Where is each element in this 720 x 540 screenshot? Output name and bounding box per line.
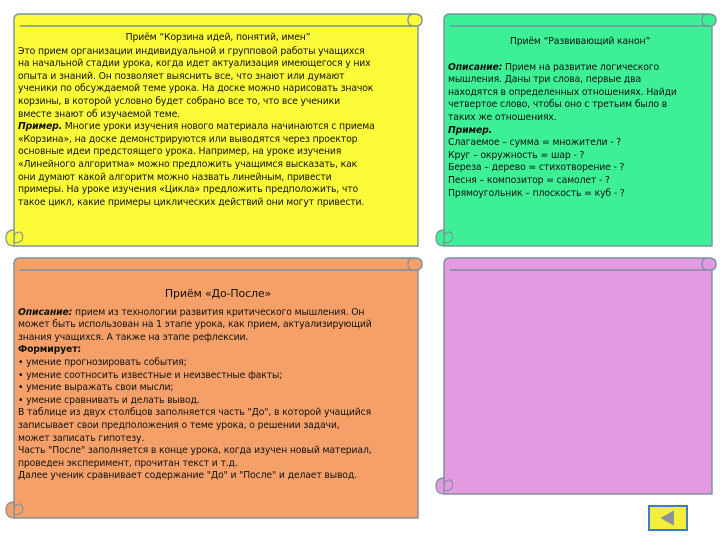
scroll-panel-green: [434, 12, 718, 252]
yellow-panel-line: корзины, в которой условно будет собрано все то, что все ученики: [18, 95, 340, 107]
green-panel-desc-line: [448, 62, 712, 75]
yellow-panel-line: такое цикл, какие примеры циклических действий они могут привести.: [18, 196, 365, 208]
orange-panel-bullet: • умение соотносить известные и неизвестные факты;: [18, 369, 283, 381]
yellow-panel-line: Это прием организации индивидуальной и групповой работы учащихся: [18, 45, 365, 57]
green-panel-example: Береза – дерево = стихотворение - ?: [448, 162, 625, 174]
orange-panel-desc-line: [18, 307, 418, 320]
yellow-panel-example-label: Пример.: [18, 121, 62, 133]
green-panel-line: таких же отношениях.: [448, 111, 557, 123]
yellow-panel-line: вместе знают об изучаемой теме.: [18, 108, 180, 120]
yellow-panel-text: [18, 32, 418, 209]
green-panel-line: четвертое слово, чтобы оно с третьим было в: [448, 99, 668, 111]
yellow-panel-title: Приём “Корзина идей, понятий, имен”: [125, 32, 311, 43]
yellow-panel-line: ученики по обсуждаемой теме урока. На доске можно нарисовать значок: [18, 83, 374, 95]
yellow-panel-line: опыта и знаний. Он позволяет выяснить все, что знают или думают: [18, 70, 345, 82]
orange-panel-bullet: • умение прогнозировать события;: [18, 356, 187, 368]
yellow-panel-example-first: Многие уроки изучения нового материала начинаются с приема: [62, 121, 375, 133]
green-panel-example: Слагаемое – сумма = множители - ?: [448, 137, 622, 149]
scroll-panel-pink: [434, 256, 718, 500]
green-panel-desc-label: Описание:: [448, 61, 503, 73]
yellow-panel-line: «Линейного алгоритма» можно предложить учащимся высказать, как: [18, 158, 358, 170]
orange-panel-line: может записать гипотезу.: [18, 432, 145, 444]
orange-panel-bullet: • умение выражать свои мысли;: [18, 382, 174, 394]
scroll-panel-yellow: [4, 12, 424, 252]
green-panel-text: [448, 36, 712, 200]
yellow-panel-line: на начальной стадии урока, когда идет актуализация имеющегося у них: [18, 58, 371, 70]
orange-panel-line: В таблице из двух столбцов заполняется часть "До", в которой учащийся: [18, 407, 372, 419]
orange-panel-line: Часть "После" заполняется в конце урока, когда изучен новый материал,: [18, 445, 372, 457]
orange-panel-text: [18, 288, 418, 483]
scroll-panel-orange: [4, 256, 424, 524]
green-panel-example: Круг – окружность = шар - ?: [448, 149, 585, 161]
orange-panel-line: может быть использован на 1 этапе урока, как прием, актуализирующий: [18, 319, 372, 331]
green-panel-line: находятся в определенных отношениях. Найди: [448, 86, 677, 98]
yellow-panel-line: «Корзина», на доске демонстрируются или выводятся через проектор: [18, 133, 358, 145]
orange-panel-desc-first: прием из технологии развития критического мышления. Он: [72, 306, 365, 318]
scroll-shape-pink: [434, 256, 718, 500]
back-button[interactable]: [648, 505, 688, 531]
green-panel-line: мышления. Даны три слова, первые два: [448, 74, 642, 86]
triangle-left-icon: [650, 507, 686, 529]
green-panel-title: Приём “Развивающий канон”: [509, 36, 651, 47]
yellow-panel-line: они думают какой алгоритм можно назвать линейным, привести: [18, 171, 332, 183]
orange-panel-line: проведен эксперимент, прочитан текст и т.д.: [18, 457, 238, 469]
yellow-panel-example-line: [18, 121, 418, 134]
orange-panel-line: знания учащихся. А также на этапе рефлексии.: [18, 331, 249, 343]
yellow-panel-line: основные идеи предстоящего урока. Например, на уроке изучения: [18, 146, 342, 158]
orange-panel-desc-label: Описание:: [18, 306, 73, 318]
green-panel-example: Песня – композитор = самолет - ?: [448, 174, 610, 186]
orange-panel-forms-label: Формирует:: [18, 344, 82, 356]
green-panel-example: Прямоугольник – плоскость = куб - ?: [448, 187, 625, 199]
yellow-panel-line: примеры. На уроке изучения «Цикла» предложить предположить, что: [18, 184, 359, 196]
green-panel-example-label: Пример.: [448, 124, 492, 136]
orange-panel-title: Приём «До-После»: [164, 287, 272, 300]
green-panel-desc-first: Прием на развитие логического: [502, 61, 660, 73]
orange-panel-line: Далее ученик сравнивает содержание "До" и "После" и делает вывод.: [18, 470, 357, 482]
orange-panel-line: записывает свои предположения о теме урока, о решении задачи,: [18, 419, 340, 431]
orange-panel-bullet: • умение сравнивать и делать вывод.: [18, 394, 200, 406]
